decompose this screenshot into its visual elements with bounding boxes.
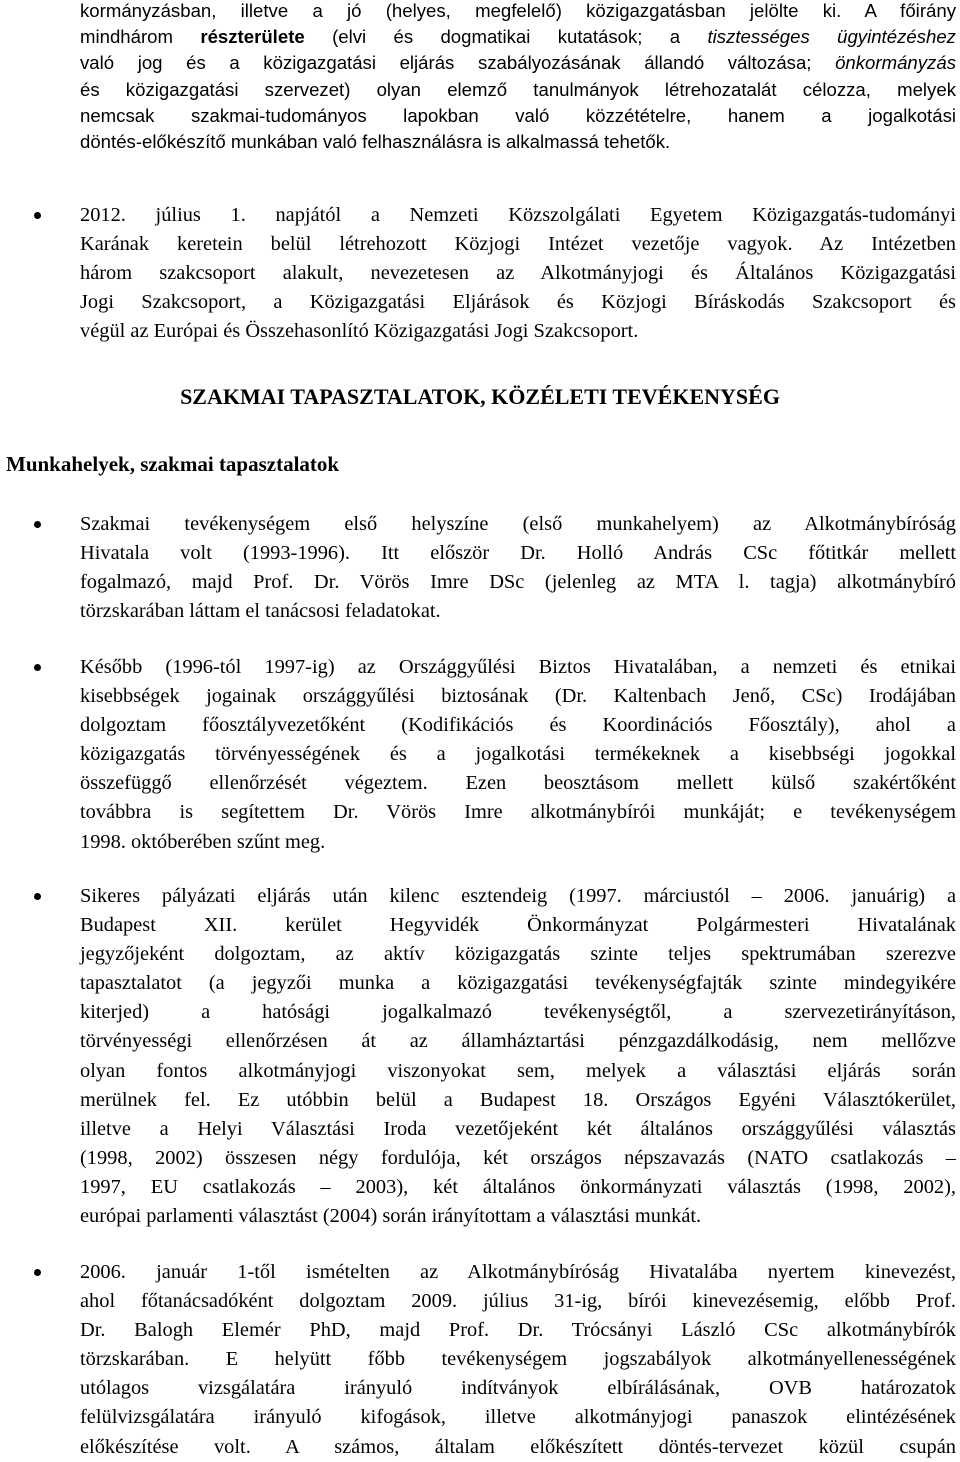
text-line: jegyzőjeként dolgoztam, az aktív közigazgatás szinte teljes spektrumában szerezve [80,943,956,966]
section-title: SZAKMAI TAPASZTALATOK, KÖZÉLETI TEVÉKENYSÉG [180,384,780,409]
text-line: dolgoztam főosztályvezetőként (Kodifikációs és Koordinációs Főosztály), ahol a [80,714,956,737]
text-line: közigazgatás törvényességének és a jogalkotási termékeknek a kisebbségi jogokkal [80,743,956,766]
text-line: három szakcsoport alakult, nevezetesen az Alkotmányjogi és Általános Közigazgatási [80,262,956,285]
subsection-title: Munkahelyek, szakmai tapasztalatok [6,452,340,476]
text-line: Jogi Szakcsoport, a Közigazgatási Eljárások és Közjogi Bíráskodás Szakcsoport és [80,291,956,314]
text-line: (1998, 2002) összesen négy fordulója, két országos népszavazás (NATO csatlakozás – [80,1146,956,1169]
text-segment: (elvi és dogmatikai kutatások; a [304,26,708,48]
text-line: utólagos vizsgálatára irányuló indítványok elbírálásának, OVB határozatok [80,1377,956,1400]
bullet-icon [34,1269,41,1276]
text-segment: részterülete [200,26,305,48]
text-line: előkészítése volt. A számos, általam előkészített döntés-tervezet közül csupán [80,1435,956,1458]
bullet-icon [34,664,41,671]
text-line: Karának keretein belül létrehozott Közjogi Intézet vezetője vagyok. Az Intézetben [80,233,956,256]
list-item-text [80,882,956,1231]
text-line: merülnek fel. Ez utóbbin belül a Budapest 18. Országos Egyéni Választókerület, [80,1088,956,1111]
text-line: 1997, EU csatlakozás – 2003), két általános önkormányzati választás (1998, 2002), [80,1175,956,1198]
text-line: Sikeres pályázati eljárás után kilenc esztendeig (1997. márciustól – 2006. januárig) a [80,885,956,907]
list-item-text [80,201,956,346]
text-line: Szakmai tevékenységem első helyszíne (első munkahelyem) az Alkotmánybíróság [80,513,956,535]
text-line: tapasztalatot (a jegyzői munka a közigazgatási tevékenységfajták szinte mindegyikére [80,972,956,995]
text-line: törzskarában. E helyütt főbb tevékenységem jogszabályok alkotmányellenességének [80,1348,956,1371]
bullet-icon [34,521,41,528]
text-segment: és közigazgatási szervezet) olyan elemző tanulmányok létrehozatalát célozza, melyek [80,78,956,100]
text-segment: mindhárom [80,26,201,48]
text-segment: önkormányzás [835,52,956,74]
text-line: Később (1996-tól 1997-ig) az Országgyűlési Biztos Hivatalában, a nemzeti és etnikai [80,656,956,678]
text-line [80,103,956,129]
text-line [80,24,956,50]
list-item-text [80,653,956,857]
text-line: kiterjed) a hatósági jogalkalmazó tevékenységtől, a szervezetirányításon, [80,1001,956,1024]
list-item-text [80,510,956,626]
text-line: felülvizsgálatára irányuló kifogások, illetve alkotmányjogi panaszok elintézésének [80,1406,956,1429]
text-line: Budapest XII. kerület Hegyvidék Önkormányzat Polgármesteri Hivatalának [80,914,956,937]
text-line: fogalmazó, majd Prof. Dr. Vörös Imre DSc (jelenleg az MTA l. tagja) alkotmánybíró [80,571,956,594]
text-segment: nemcsak szakmai-tudományos lapokban való közzétételre, hanem a jogalkotási [80,104,956,126]
text-segment: tisztességes ügyintézéshez [707,26,956,48]
text-line [80,129,956,155]
text-line: törvényességi ellenőrzésen át az államháztartási pénzgazdálkodásig, nem mellőzve [80,1030,956,1053]
bullet-icon [34,893,41,900]
text-segment: kormányzásban, illetve a jó (helyes, megfelelő) közigazgatásban jelölte ki. A főirány [80,0,956,21]
text-line: olyan fontos alkotmányjogi viszonyokat sem, melyek a választási eljárás során [80,1059,956,1082]
text-segment: való jog és a közigazgatási eljárás szabályozásának állandó változása; [80,52,836,74]
text-line: törzskarában láttam el tanácsosi feladatokat. [80,600,441,623]
text-line [80,0,956,24]
text-segment: döntés-előkészítő munkában való felhasználásra is alkalmassá tehetők. [80,131,671,153]
text-line: illetve a Helyi Választási Iroda vezetőjeként két általános országgyűlési választás [80,1117,956,1140]
text-line [80,77,956,103]
text-line: Hivatala volt (1993-1996). Itt először Dr. Holló András CSc főtitkár mellett [80,542,956,565]
text-line: összefüggő ellenőrzését végeztem. Ezen beosztásom mellett külső szakértőként [80,772,956,795]
bullet-icon [34,212,41,219]
text-line: 2012. július 1. napjától a Nemzeti Közszolgálati Egyetem Közigazgatás-tudományi [80,204,956,226]
text-line: továbbra is segítettem Dr. Vörös Imre alkotmánybírói munkáját; e tevékenységem [80,801,956,824]
text-line: 1998. októberében szűnt meg. [80,830,326,853]
text-line: végül az Európai és Összehasonlító Közigazgatási Jogi Szakcsoport. [80,320,639,343]
intro-text [80,0,956,155]
text-line [80,50,956,76]
text-line: 2006. január 1-től ismételten az Alkotmánybíróság Hivatalába nyertem kinevezést, [80,1261,956,1283]
text-line: ahol főtanácsadóként dolgoztam 2009. július 31-ig, bírói kinevezésemig, előbb Prof. [80,1290,956,1313]
list-item-text [80,1258,956,1462]
text-line: Dr. Balogh Elemér PhD, majd Prof. Dr. Trócsányi László CSc alkotmánybírók [80,1319,956,1342]
text-line: európai parlamenti választást (2004) során irányítottam a választási munkát. [80,1205,702,1228]
text-line: kisebbségek jogainak országgyűlési biztosának (Dr. Kaltenbach Jenő, CSc) Irodájában [80,685,956,708]
